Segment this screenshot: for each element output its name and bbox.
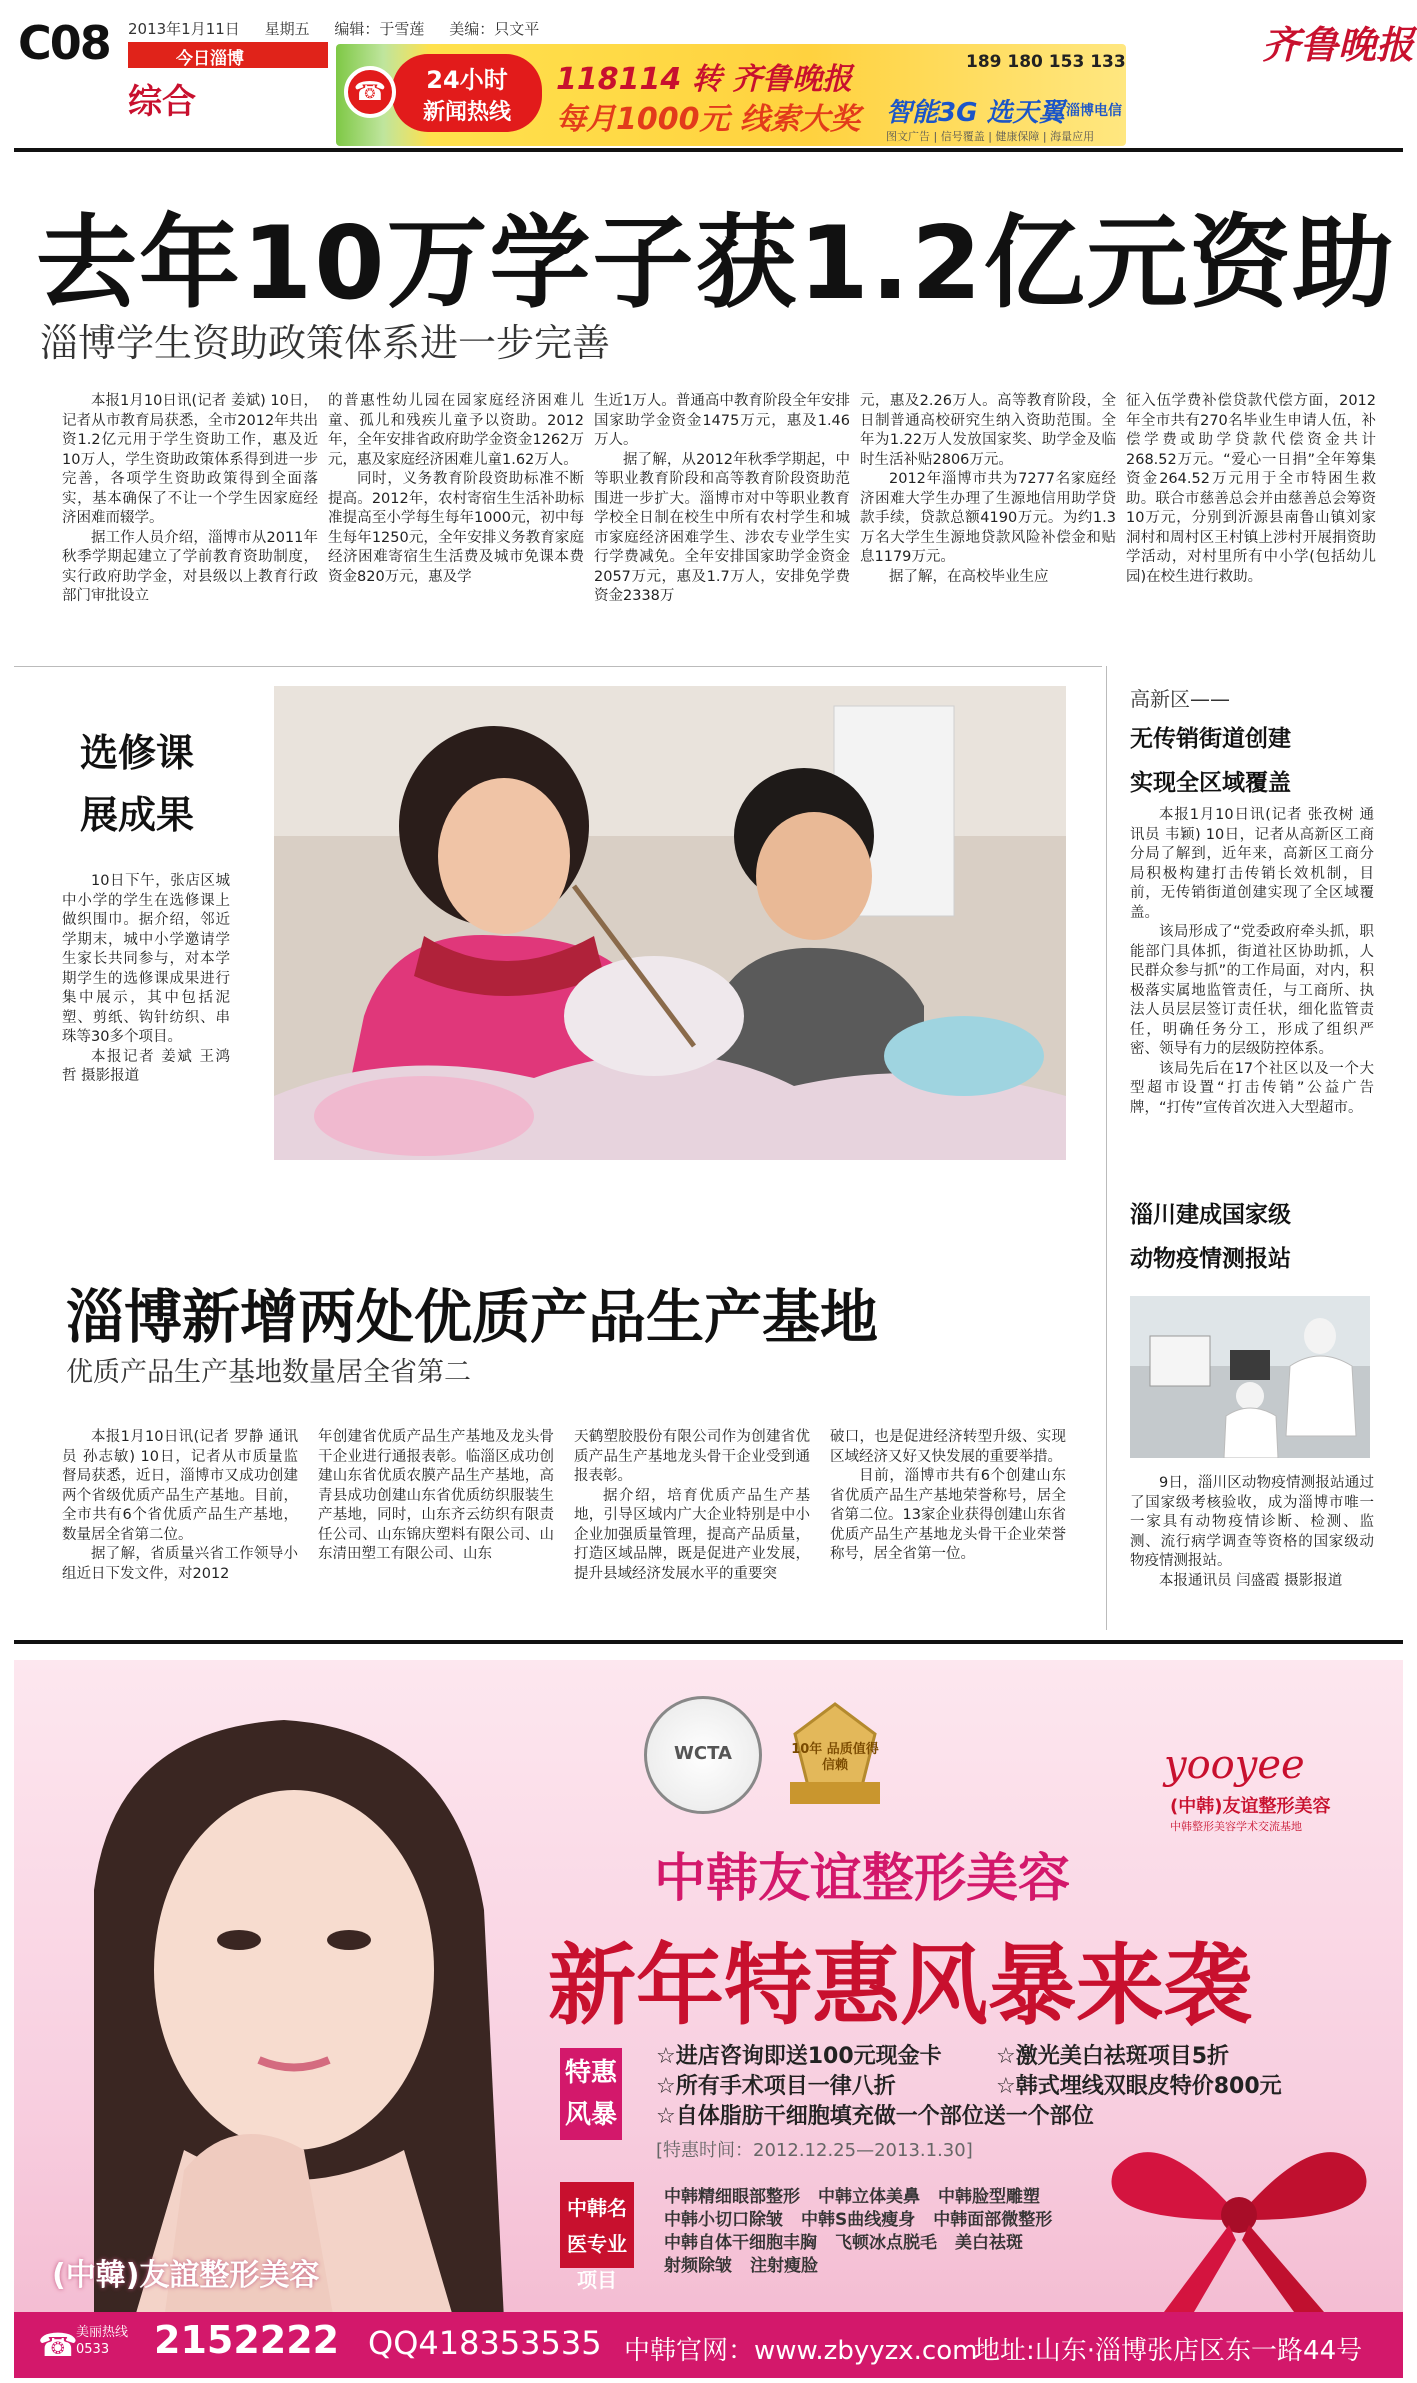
ad-3g-promo: 智能3G 选天翼	[886, 98, 1065, 128]
promo-row	[656, 2042, 1336, 2072]
story3-column-2	[318, 1428, 554, 1565]
promo-item: ☆进店咨询即送100元现金卡	[656, 2044, 942, 2069]
section-divider	[14, 666, 1102, 667]
service-item: 中韩S曲线瘦身	[801, 2210, 916, 2230]
ad-phone-numbers: 189 180 153 133	[966, 52, 1126, 72]
hotline-badge	[392, 54, 542, 132]
service-item: 飞顿冰点脱毛	[835, 2233, 937, 2253]
promo-item: ☆韩式埋线双眼皮特价800元	[996, 2074, 1282, 2099]
brief1-title-line2: 实现全区域覆盖	[1130, 770, 1291, 796]
hotline-number: 2152222	[154, 2318, 340, 2362]
hotline-badge-line1: 24小时	[426, 66, 508, 94]
photo-story-body	[62, 872, 230, 1087]
photo-story-title-line2: 展成果	[80, 793, 195, 837]
paragraph: 2012年淄博市共为7277名家庭经济困难大学生办理了生源地信用助学贷款手续，贷款总额4190万元。为约1.3万名大学生生源地贷款风险补偿金和贴息1179万元。	[860, 471, 1116, 565]
logo-tagline: 中韩整形美容学术交流基地	[1170, 1820, 1302, 1833]
photo-story-title-line1: 选修课	[80, 731, 195, 775]
header-rule	[14, 148, 1403, 152]
service-item: 中韩立体美鼻	[818, 2187, 920, 2207]
newspaper-logo: 齐鲁晚报	[1262, 22, 1415, 67]
promo-item: ☆所有手术项目一律八折	[656, 2074, 896, 2099]
ad-main-slogan: 新年特惠风暴来袭	[548, 1934, 1253, 2037]
ad-telecom-brand: 淄博电信	[1066, 103, 1122, 119]
paragraph: 征入伍学费补偿贷款代偿方面，2012年全市共有270名毕业生申请人伍，补偿学费或助学贷款代偿资金共计268.52万元。“爱心一日捐”全年筹集资金264.52万元用于全市特困生救助。联合市慈善总会并由慈善总会筹资10万元，分别到沂源县南鲁山镇刘家洞村和周村区王村镇上涉村开展捐资助学活动，对村里所有中小学(包括幼儿园)在校生进行救助。	[1126, 393, 1376, 585]
paragraph: 10日下午，张店区城中小学的学生在选修课上做织围巾。据介绍，邻近学期末，城中小学邀请学生家长共同参与，对本学期学生的选修课成果进行集中展示，其中包括泥塑、剪纸、钩针纺织、串珠等30多个项目。	[62, 873, 230, 1045]
paragraph: 同时，义务教育阶段资助标准不断提高。2012年，农村寄宿生生活补助标准提高至小学每生每年1000元，初中每生每年1250元，全年安排义务教育家庭经济困难寄宿生生活费及城市免课本费资金820万元，惠及学	[328, 471, 584, 585]
promo-row	[656, 2072, 1336, 2102]
logo-subtitle: (中韩)友谊整形美容	[1170, 1796, 1331, 1817]
page-meta	[128, 18, 559, 39]
page-number: C08	[18, 16, 110, 70]
yooyee-logo: yooyee	[1164, 1742, 1305, 1788]
ad-line1: 118114 转 齐鲁晚报	[556, 62, 853, 97]
services-row	[664, 2255, 1070, 2278]
paragraph: 年创建省优质产品生产基地及龙头骨干企业进行通报表彰。临淄区成功创建山东省优质农膜产品生产基地，高青县成功创建山东省优质纺织服装生产基地，同时，山东齐云纺织有限责任公司、山东锦庆塑料有限公司、山东清田塑工有限公司、山东	[318, 1429, 554, 1562]
photo-credit: 本报通讯员 闫盛霞 摄影报道	[1159, 1572, 1343, 1589]
designer-credit: 美编：只文平	[449, 20, 540, 38]
column-divider	[1106, 666, 1107, 1630]
photo-credit: 本报记者 姜斌 王鸿哲 摄影报道	[62, 1048, 230, 1084]
promo-item: ☆激光美白祛斑项目5折	[996, 2044, 1230, 2069]
clinic-name-script: (中韓)友誼整形美容	[52, 2258, 320, 2293]
main-subheadline: 淄博学生资助政策体系进一步完善	[40, 321, 611, 365]
paragraph: 破口，也是促进经济转型升级、实现区域经济又好又快发展的重要举措。	[830, 1429, 1066, 1465]
brief1-kicker: 高新区——	[1130, 687, 1230, 711]
seal-text: WCTA	[674, 1743, 732, 1764]
wcta-seal-icon	[644, 1696, 762, 1814]
lab-photo	[1130, 1296, 1370, 1458]
story3-headline: 淄博新增两处优质产品生产基地	[66, 1283, 879, 1351]
ad-footer-bar	[14, 2312, 1403, 2378]
story3-column-4	[830, 1428, 1066, 1565]
promo-item: ☆自体脂肪干细胞填充做一个部位送一个部位	[656, 2104, 1094, 2129]
services-list	[664, 2186, 1070, 2278]
main-story-column-5	[1126, 392, 1376, 587]
main-story-column-3	[594, 392, 850, 607]
service-item: 中韩面部微整形	[933, 2210, 1053, 2230]
clinic-advertisement[interactable]	[14, 1660, 1403, 2378]
services-label-badge: 中韩名医专业项目	[560, 2182, 634, 2268]
telephone-icon: ☎	[38, 2326, 78, 2364]
paragraph: 据介绍，培育优质产品生产基地，引导区域内广大企业特别是中小企业加强质量管理，提高产品质量，打造区域品牌，既是促进产业发展，提升县域经济发展水平的重要突	[574, 1487, 810, 1582]
main-story-column-1	[62, 392, 318, 607]
promo-label-badge: 特惠风暴	[560, 2048, 622, 2140]
top-advertisement[interactable]	[336, 44, 1126, 146]
services-row	[664, 2209, 1070, 2232]
main-story-column-2	[328, 392, 584, 587]
paragraph: 本报1月10日讯(记者 张孜树 通讯员 韦颖) 10日，记者从高新区工商分局了解到，近年来，高新区工商分局积极构建打击传销长效机制，目前，无传销街道创建实现了全区域覆盖。	[1130, 807, 1374, 921]
clinic-address: 地址:山东·淄博张店区东一路44号	[974, 2336, 1363, 2366]
paragraph: 的普惠性幼儿园在园家庭经济困难儿童、孤儿和残疾儿童予以资助。2012年，全年安排省政府助学金资金1262万元，惠及家庭经济困难儿童1.62万人。	[328, 393, 584, 468]
phone-icon: ☎	[344, 66, 396, 118]
main-story-column-4	[860, 392, 1116, 587]
ad-slogan: 图文广告 | 信号覆盖 | 健康保障 | 海量应用	[886, 130, 1095, 143]
paragraph: 生近1万人。普通高中教育阶段全年安排国家助学金资金1475万元，惠及1.46万人。	[594, 393, 850, 448]
paragraph: 该局形成了“党委政府牵头抓，职能部门具体抓，街道社区协助抓，人民群众参与抓”的工作局面，对内，积极落实属地监管责任，与工商所、执法人员层层签订责任状，细化监管责任，明确任务分工，形成了组织严密、领导有力的层级防控体系。	[1130, 924, 1374, 1057]
brief1-body	[1130, 806, 1374, 1118]
issue-date: 2013年1月11日	[128, 20, 240, 38]
model-portrait	[34, 1690, 554, 2320]
promo-date-range: [特惠时间：2012.12.25—2013.1.30]	[656, 2140, 973, 2161]
paragraph: 据了解，省质量兴省工作领导小组近日下发文件，对2012	[62, 1546, 298, 1582]
brief2-title-line1: 淄川建成国家级	[1130, 1202, 1291, 1228]
story3-column-3	[574, 1428, 810, 1584]
service-item: 中韩脸型雕塑	[938, 2187, 1040, 2207]
anniversary-seal-icon	[780, 1694, 890, 1812]
section-name: 综合	[128, 82, 196, 122]
services-row	[664, 2232, 1070, 2255]
paragraph: 本报1月10日讯(记者 罗静 通讯员 孙志敏) 10日，记者从市质量监督局获悉，近日，淄博市又成功创建两个省级优质产品生产基地。目前，全市共有6个省优质产品生产基地，数量居全省第二位。	[62, 1429, 298, 1543]
ad-line2: 每月1000元 线索大奖	[556, 102, 860, 137]
service-item: 注射瘦脸	[750, 2256, 818, 2276]
paragraph: 本报1月10日讯(记者 姜斌) 10日，记者从市教育局获悉，全市2012年共出资1.2亿元用于学生资助工作，惠及近10万人，学生资助政策体系得到进一步完善，各项学生资助政策得到全面落实，基本确保了不让一个学生因家庭经济困难而辍学。	[62, 393, 318, 526]
editor-credit: 编辑：于雪莲	[334, 20, 425, 38]
qq-number: QQ418353535	[368, 2324, 602, 2362]
story3-column-1	[62, 1428, 298, 1584]
service-item: 美白祛斑	[955, 2233, 1023, 2253]
knitting-class-photo	[274, 686, 1066, 1160]
paragraph: 据了解，从2012年秋季学期起，中等职业教育阶段和高等教育阶段资助范围进一步扩大。淄博市对中等职业教育学校全日制在校生中所有农村学生和城市家庭经济困难学生、涉农专业学生实行学费减免。全年安排国家助学金资金2057万元，惠及1.7万人，安排免学费资金2338万	[594, 451, 850, 604]
brief2-body	[1130, 1474, 1374, 1591]
paragraph: 目前，淄博市共有6个创建山东省优质产品生产基地荣誉称号，居全省第二位。13家企业获得创建山东省优质产品生产基地龙头骨干企业荣誉称号，居全省第一位。	[830, 1468, 1066, 1562]
services-row	[664, 2186, 1070, 2209]
story3-subheadline: 优质产品生产基地数量居全省第二	[66, 1357, 471, 1388]
paragraph: 天鹤塑胶股份有限公司作为创建省优质产品生产基地龙头骨干企业受到通报表彰。	[574, 1429, 810, 1484]
gift-bow-icon	[1074, 2100, 1403, 2312]
issue-weekday: 星期五	[264, 20, 310, 38]
section-tag: 今日淄博	[128, 42, 328, 68]
service-item: 中韩小切口除皱	[664, 2210, 783, 2230]
paragraph: 据了解，在高校毕业生应	[889, 568, 1049, 585]
ad-separator-rule	[14, 1640, 1403, 1644]
photo-story-title	[80, 722, 230, 846]
website-link[interactable]: 中韩官网：www.zbyyzx.com	[624, 2336, 978, 2366]
service-item: 中韩自体干细胞丰胸	[664, 2233, 817, 2253]
paragraph: 该局先后在17个社区以及一个大型超市设置“打击传销”公益广告牌，“打传”宣传首次进入大型超市。	[1130, 1060, 1374, 1116]
service-item: 射频除皱	[664, 2256, 732, 2276]
anniversary-seal-text: 10年 品质值得信赖	[791, 1742, 879, 1773]
brief1-title-line1: 无传销街道创建	[1130, 726, 1291, 752]
hotline-badge-line2: 新闻热线	[422, 100, 511, 125]
photo-caption: 9日，淄川区动物疫情测报站通过了国家级考核验收，成为淄博市唯一一家具有动物疫情诊断、检测、监测、流行病学调查等资格的国家级动物疫情测报站。	[1130, 1475, 1374, 1569]
paragraph: 元，惠及2.26万人。高等教育阶段，全日制普通高校研究生纳入资助范围。全年为1.22万人发放国家奖、助学金及临时生活补贴2806万元。	[860, 393, 1116, 468]
paragraph: 据工作人员介绍，淄博市从2011年秋季学期起建立了学前教育资助制度，实行政府助学金，对县级以上教育行政部门审批设立	[62, 529, 318, 604]
hotline-label: 美丽热线 0533	[76, 2325, 129, 2357]
ad-headline: 中韩友谊整形美容	[654, 1849, 1071, 1909]
service-item: 中韩精细眼部整形	[664, 2187, 800, 2207]
brief2-title-line2: 动物疫情测报站	[1130, 1246, 1291, 1272]
main-headline: 去年10万学子获1.2亿元资助	[36, 204, 1396, 322]
